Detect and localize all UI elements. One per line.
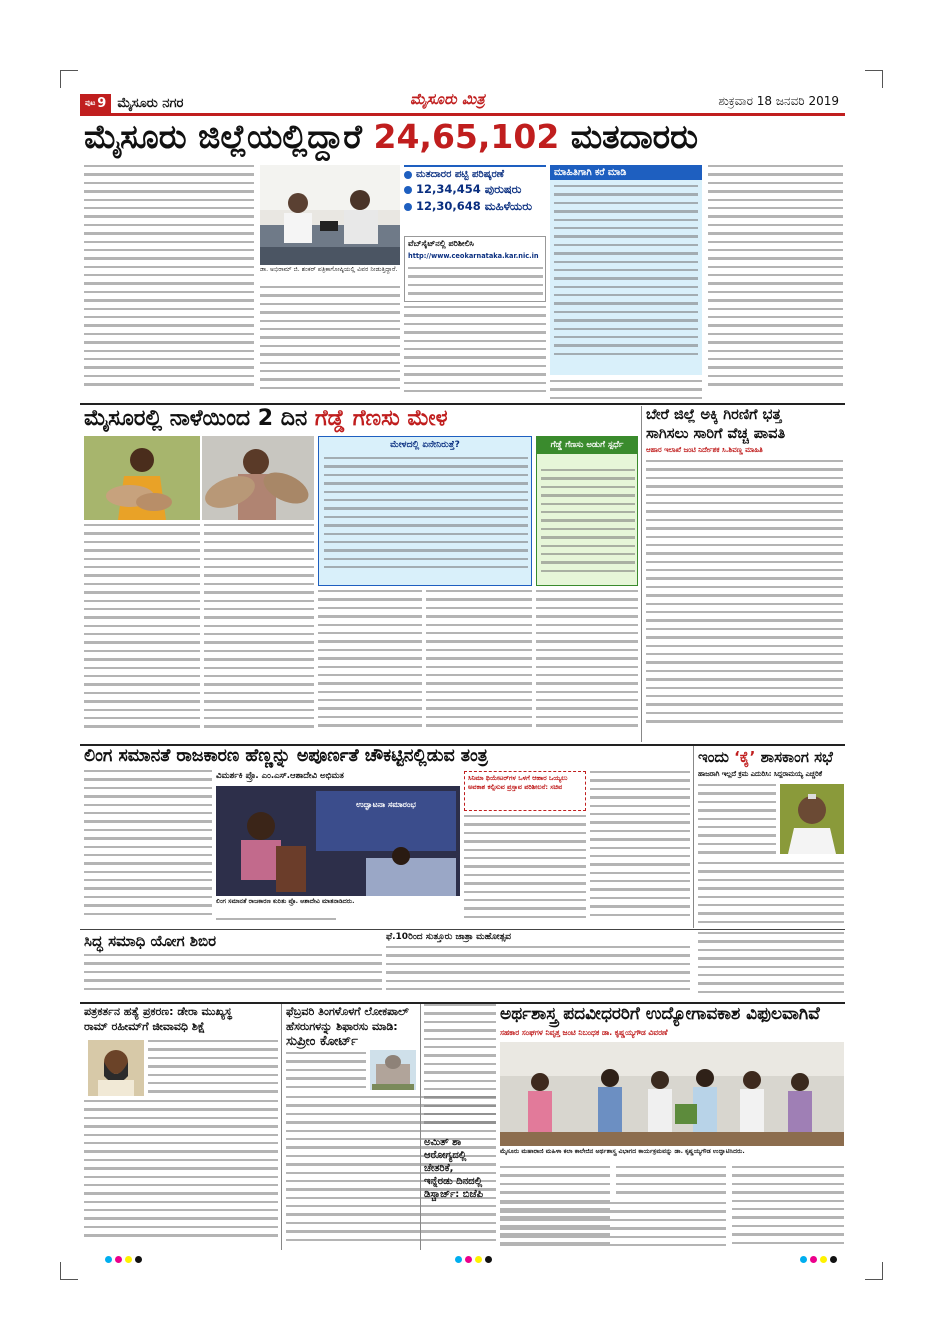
theatre-food-box [464, 771, 586, 811]
supreme-court-photo [370, 1050, 416, 1090]
crop-mark-top-right [865, 70, 883, 88]
paddy-transport-text [646, 460, 843, 742]
page-prefix: ಪುಟ [85, 99, 96, 107]
lead-story-text-col3 [404, 306, 546, 401]
tuber-fair-headline: ಮೈಸೂರಲ್ಲಿ ನಾಳೆಯಿಂದ 2 ದಿನ ಗೆಡ್ಡೆ ಗೆಣಸು ಮೇಳ [84, 406, 448, 431]
economics-photo-caption: ಮೈಸೂರು ಮಹಾರಾಣಿ ಮಹಿಳಾ ಕಲಾ ಕಾಲೇಜಿನ ಅರ್ಥಶಾಸ್ತ್ರ ವಿಭಾಗದ ಕಾರ್ಯಕ್ರಮವನ್ನು ಡಾ. ಕೃಷ್ಣಯ್ಯಗೌಡ ಉದ್ಘಾಟಿಸಿದರು. [500, 1148, 745, 1155]
fair-highlights-text [324, 457, 528, 583]
theatre-food-text [464, 815, 586, 926]
lead-story-text-col4 [550, 380, 702, 402]
clp-meeting-text-col3 [698, 932, 844, 1000]
cooking-contest-box [536, 436, 638, 586]
economics-text-col0 [424, 1004, 496, 1134]
ram-rahim-headline: ಪತ್ರಕರ್ತನ ಹತ್ಯೆ ಪ್ರಕರಣ: ಡೇರಾ ಮುಖ್ಯಸ್ಥ ರಾಮ್ ರಹೀಮ್‌ಗೆ ಜೀವಾವಧಿ ಶಿಕ್ಷೆ [84, 1005, 232, 1033]
lead-story-text-col2 [260, 286, 400, 401]
tuber-fair-text-col2 [204, 524, 314, 742]
cooking-contest-text [541, 469, 635, 584]
theatre-food-headline: ಸಿನಿಮಾ ಥಿಯೇಟರ್‌ಗಳ ಒಳಗೆ ಆಹಾರ ಒಯ್ಯಲು ಅವಕಾಶ ಕಲ್ಪಿಸುವ ಪ್ರಸ್ತಾವ ಪರಿಶೀಲನೆ: ಸಚಿವ [468, 774, 568, 791]
tuber-fair-text-col4 [426, 590, 532, 742]
ram-rahim-text-col2 [84, 1100, 278, 1250]
fair-highlights-title: ಮೇಳದಲ್ಲಿ ಏನೇನಿರುತ್ತೆ? [390, 440, 460, 450]
cooking-contest-title: ಗೆಡ್ಡೆ ಗೆಣಸು ಅಡುಗೆ ಸ್ಪರ್ಧೆ [537, 437, 637, 454]
website-check-text [408, 267, 543, 301]
divider [420, 1004, 421, 1250]
press-meet-photo-caption: ಡಾ. ಅಭಿರಾಮ್ ಜಿ. ಶಂಕರ್ ಪತ್ರಿಕಾಗೋಷ್ಠಿಯಲ್ಲಿ ವಿವರ ನೀಡುತ್ತಿದ್ದಾರೆ. [260, 266, 398, 273]
divider [693, 746, 694, 928]
section-title: ಮೈಸೂರು ನಗರ [117, 96, 184, 111]
economics-event-photo [500, 1042, 844, 1146]
suttur-fair-title: ಫೆ.10ರಿಂದ ಸುತ್ತೂರು ಜಾತ್ರಾ ಮಹೋತ್ಸವ [386, 932, 512, 942]
inaugural-banner: ಉದ್ಘಾಟನಾ ಸಮಾರಂಭ [356, 800, 416, 809]
siddaramaiah-photo [780, 784, 844, 854]
amit-shah-headline: ಅಮಿತ್ ಶಾ ಆರೋಗ್ಯದಲ್ಲಿ ಚೇತರಿಕೆ, ಇನ್ನೆರಡು ದಿನದಲ್ಲಿ ಡಿಸ್ಚಾರ್ಜ್: ಬಿಜೆಪಿ [424, 1137, 484, 1200]
page-number: 9 [97, 96, 107, 111]
lead-headline-text: ಮೈಸೂರು ಜಿಲ್ಲೆಯಲ್ಲಿದ್ದಾರೆ [84, 117, 374, 156]
economics-subhead: ಸಹಕಾರ ಸಂಘಗಳ ನಿವೃತ್ತ ಜಂಟಿ ನಿಬಂಧಕ ಡಾ. ಕೃಷ್ಣಯ್ಯಗೌಡ ವಿವರಣೆ [500, 1028, 668, 1037]
yoga-camp-headline: ಸಿದ್ಧ ಸಮಾಧಿ ಯೋಗ ಶಿಬಿರ [84, 932, 217, 950]
page-number-badge [80, 94, 111, 113]
color-registration-marks [455, 1256, 492, 1263]
helpline-box [550, 165, 702, 375]
divider [641, 406, 642, 742]
gender-politics-headline: ಲಿಂಗ ಸಮಾನತೆ ರಾಜಕಾರಣ ಹೆಣ್ಣನ್ನು ಅಪೂರ್ಣತೆ ಚೌಕಟ್ಟಿನಲ್ಲಿಡುವ ತಂತ್ರ [84, 746, 488, 766]
lead-headline-text-end: ಮತದಾರರು [559, 117, 699, 156]
clp-meeting-text-col2 [698, 862, 844, 928]
newspaper-page [80, 90, 845, 1250]
website-url[interactable]: http://www.ceokarnataka.kar.nic.in [408, 252, 539, 260]
lokpal-text [286, 1052, 366, 1094]
lokpal-headline: ಫೆಬ್ರವರಿ ತಿಂಗಳೊಳಗೆ ಲೋಕಪಾಲ್ ಹೆಸರುಗಳನ್ನು ಶಿಫಾರಸು ಮಾಡಿ: ಸುಪ್ರೀಂ ಕೋರ್ಟ್ [286, 1005, 409, 1049]
female-voters-stat: 12,30,648 ಮಹಿಳೆಯರು [404, 199, 546, 214]
tuber-fair-text-col5 [536, 590, 638, 742]
lead-headline-number: 24,65,102 [373, 117, 560, 156]
lead-headline [84, 117, 698, 157]
amit-shah-text [500, 1202, 726, 1250]
suttur-fair-text [386, 946, 690, 998]
gender-politics-subhead: ವಿಮರ್ಶಕಿ ಪ್ರೊ. ಎಂ.ಎಸ್.ಆಶಾದೇವಿ ಅಭಿಮತ [216, 771, 344, 781]
voter-stats-box [404, 165, 546, 233]
economics-text-col2 [616, 1166, 726, 1200]
gender-politics-text-col2 [216, 918, 336, 928]
lead-story-text [84, 165, 254, 400]
ram-rahim-photo [88, 1040, 144, 1096]
fair-highlights-box [318, 436, 532, 586]
economics-headline: ಅರ್ಥಶಾಸ್ತ್ರ ಪದವೀಧರರಿಗೆ ಉದ್ಯೋಗಾವಕಾಶ ವಿಫುಲವಾಗಿವೆ [500, 1004, 820, 1024]
tuber-woman-photo-2 [202, 436, 314, 520]
color-registration-marks [105, 1256, 142, 1263]
paddy-transport-headline: ಬೇರೆ ಜಿಲ್ಲೆ ಅಕ್ಕಿ ಗಿರಣಿಗೆ ಭತ್ತ ಸಾಗಿಸಲು ಸಾರಿಗೆ ವೆಚ್ಚ ಪಾವತಿ [646, 407, 786, 442]
website-check-box [404, 236, 546, 302]
clp-meeting-headline: ಇಂದು ‘ಕೈ’ ಶಾಸಕಾಂಗ ಸಭೆ [698, 748, 833, 766]
suttur-fair-box [386, 932, 690, 1000]
voter-list-revision: ಮತದಾರರ ಪಟ್ಟಿ ಪರಿಷ್ಕರಣೆ [404, 169, 546, 180]
divider [80, 403, 845, 405]
seminar-photo-caption: ಲಿಂಗ ಸಮಾನತೆ ರಾಜಕಾರಣ ಕುರಿತು ಪ್ರೊ. ಆಶಾದೇವಿ ಮಾತನಾಡಿದರು. [216, 898, 355, 905]
clp-meeting-text [698, 784, 776, 860]
press-meet-photo [260, 165, 400, 265]
helpline-text [554, 185, 698, 370]
theatre-food-text-col2 [590, 771, 690, 926]
dateline: ಶುಕ್ರವಾರ 18 ಜನವರಿ 2019 [718, 94, 839, 108]
tuber-fair-text [84, 524, 200, 742]
tuber-woman-photo-1 [84, 436, 200, 520]
seminar-photo [216, 786, 460, 896]
paddy-transport-subhead: ಆಹಾರ ಇಲಾಖೆ ಜಂಟಿ ನಿರ್ದೇಶಕ ಸಿ.ಶಿವಣ್ಣ ಮಾಹಿತಿ [646, 446, 763, 454]
crop-mark-bottom-left [60, 1262, 78, 1280]
lead-story-text-col5 [708, 165, 843, 401]
gender-politics-text [84, 770, 212, 926]
helpline-title: ಮಾಹಿತಿಗಾಗಿ ಕರೆ ಮಾಡಿ [550, 165, 702, 180]
clp-meeting-subhead: ಹಾಜರಾಗಿ ಇಲ್ಲದೆ ಕ್ರಮ ಎದುರಿಸಿ: ಸಿದ್ದರಾಮಯ್ಯ ಎಚ್ಚರಿಕೆ [698, 770, 823, 778]
color-registration-marks [800, 1256, 837, 1263]
divider [281, 1004, 282, 1250]
ram-rahim-text [148, 1040, 278, 1098]
yoga-camp-text [84, 954, 382, 998]
economics-text-col3 [732, 1166, 844, 1250]
masthead: ಮೈಸೂರು ಮಿತ್ರ [410, 90, 485, 108]
website-check-title: ವೆಬ್‌ಸೈಟ್‌ನಲ್ಲಿ ಪರಿಶೀಲಿಸಿ [408, 239, 474, 248]
tuber-fair-text-col3 [318, 590, 422, 742]
divider [80, 929, 845, 930]
crop-mark-top-left [60, 70, 78, 88]
male-voters-stat: 12,34,454 ಪುರುಷರು [404, 182, 546, 197]
crop-mark-bottom-right [865, 1262, 883, 1280]
